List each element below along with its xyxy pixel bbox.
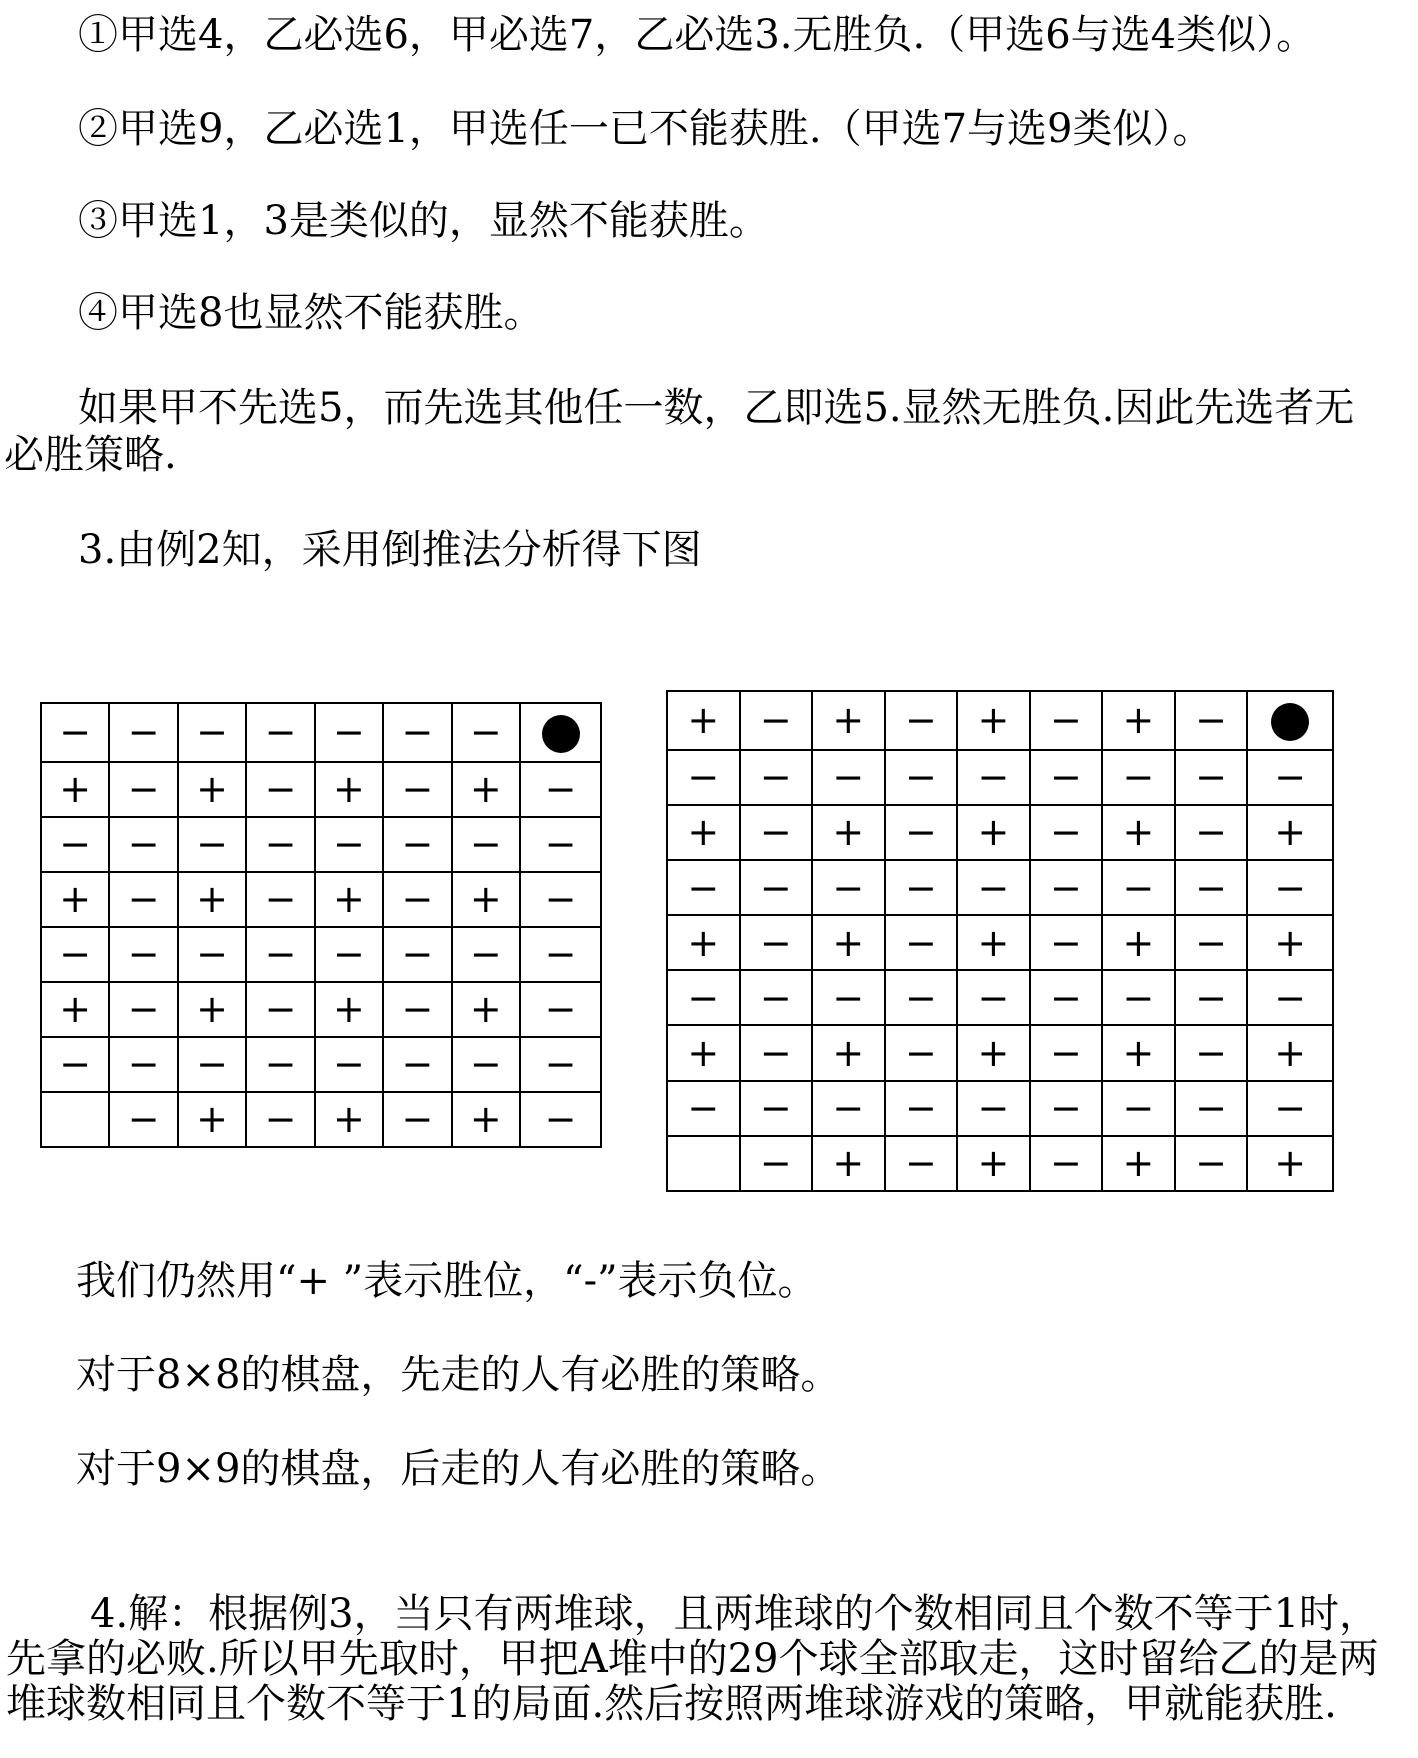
win-cell: + [667,1025,740,1080]
lose-cell: − [178,817,246,872]
board-row [41,817,601,872]
win-cell: + [315,762,383,817]
lose-cell: − [740,1081,813,1136]
paragraph-solution-4-line-2: 先拿的必败.所以甲先取时，甲把A堆中的29个球全部取走，这时留给乙的是两 [6,1636,1379,1682]
win-cell: + [41,982,109,1037]
paragraph-9x9-result: 对于9×9的棋盘，后走的人有必胜的策略。 [76,1446,841,1492]
lose-cell: − [383,982,451,1037]
lose-cell: − [1175,1136,1248,1191]
lose-cell: − [1175,970,1248,1025]
paragraph-case-1: ①甲选4，乙必选6，甲必选7，乙必选3.无胜负.（甲选6与选4类似）。 [78,12,1317,58]
lose-cell: − [178,927,246,982]
lose-cell: − [740,860,813,915]
goal-dot-icon [542,715,580,753]
win-cell: + [1247,805,1333,860]
win-cell: + [1102,691,1175,750]
lose-cell: − [109,817,177,872]
lose-cell: − [383,703,451,762]
lose-cell: − [885,860,958,915]
win-cell: + [1247,915,1333,970]
lose-cell: − [885,1136,958,1191]
lose-cell: − [885,750,958,805]
lose-cell: − [957,750,1030,805]
lose-cell: − [957,1081,1030,1136]
lose-cell: − [520,872,601,927]
board-row [41,703,601,762]
board-row [41,927,601,982]
lose-cell: − [740,915,813,970]
win-cell: + [41,762,109,817]
lose-cell: − [1030,915,1103,970]
lose-cell: − [1247,1081,1333,1136]
lose-cell: − [109,927,177,982]
goal-cell [520,703,601,762]
lose-cell: − [1030,1081,1103,1136]
lose-cell: − [41,927,109,982]
lose-cell: − [109,703,177,762]
lose-cell: − [520,982,601,1037]
win-cell: + [1102,1136,1175,1191]
lose-cell: − [812,970,885,1025]
win-cell: + [41,872,109,927]
board-row [667,970,1333,1025]
lose-cell: − [246,703,314,762]
lose-cell: − [957,860,1030,915]
board-row [667,860,1333,915]
paragraph-conclusion-line-1: 如果甲不先选5，而先选其他任一数，乙即选5.显然无胜负.因此先选者无 [78,385,1355,431]
paragraph-conclusion-line-2: 必胜策略. [4,432,177,478]
lose-cell: − [1175,915,1248,970]
goal-dot-icon [1271,703,1309,741]
board-row [41,872,601,927]
lose-cell: − [520,927,601,982]
lose-cell: − [383,872,451,927]
lose-cell: − [885,805,958,860]
lose-cell: − [315,703,383,762]
win-cell: + [315,1092,383,1147]
lose-cell: − [315,927,383,982]
lose-cell: − [885,915,958,970]
lose-cell: − [1247,750,1333,805]
lose-cell: − [1030,805,1103,860]
win-cell: + [812,1025,885,1080]
win-cell: + [315,982,383,1037]
win-cell: + [957,915,1030,970]
win-cell: + [957,805,1030,860]
lose-cell: − [885,691,958,750]
lose-cell: − [452,1037,520,1092]
paragraph-case-3: ③甲选1，3是类似的，显然不能获胜。 [78,198,769,244]
win-cell: + [957,1136,1030,1191]
lose-cell: − [667,860,740,915]
win-cell: + [957,1025,1030,1080]
board-row [667,1081,1333,1136]
board-row [41,1092,601,1147]
lose-cell: − [315,1037,383,1092]
win-cell: + [812,805,885,860]
paragraph-legend: 我们仍然用“+ ”表示胜位，“-”表示负位。 [76,1258,818,1304]
paragraph-case-4: ④甲选8也显然不能获胜。 [78,290,544,336]
win-cell: + [812,915,885,970]
lose-cell: − [452,927,520,982]
lose-cell: − [109,762,177,817]
start-cell [41,1092,109,1147]
win-cell: + [1102,805,1175,860]
win-cell: + [178,762,246,817]
board-row [667,1025,1333,1080]
lose-cell: − [383,762,451,817]
win-cell: + [667,915,740,970]
lose-cell: − [246,762,314,817]
lose-cell: − [109,1037,177,1092]
win-cell: + [178,982,246,1037]
lose-cell: − [957,970,1030,1025]
lose-cell: − [178,1037,246,1092]
win-cell: + [178,1092,246,1147]
lose-cell: − [1175,860,1248,915]
win-cell: + [315,872,383,927]
paragraph-8x8-result: 对于8×8的棋盘，先走的人有必胜的策略。 [76,1352,841,1398]
lose-cell: − [740,691,813,750]
lose-cell: − [1030,860,1103,915]
win-cell: + [452,982,520,1037]
lose-cell: − [885,1081,958,1136]
lose-cell: − [109,982,177,1037]
win-cell: + [452,762,520,817]
lose-cell: − [740,1025,813,1080]
win-cell: + [1247,1025,1333,1080]
board-9x9 [666,690,1334,1192]
lose-cell: − [1175,805,1248,860]
lose-cell: − [246,1037,314,1092]
lose-cell: − [740,750,813,805]
lose-cell: − [1175,750,1248,805]
lose-cell: − [1102,970,1175,1025]
board-row [667,750,1333,805]
lose-cell: − [1030,1025,1103,1080]
goal-cell [1247,691,1333,750]
win-cell: + [452,872,520,927]
lose-cell: − [1030,691,1103,750]
paragraph-solution-4-line-1: 4.解：根据例3，当只有两堆球，且两堆球的个数相同且个数不等于1时， [90,1591,1380,1637]
paragraph-solution-3: 3.由例2知，采用倒推法分析得下图 [78,527,702,573]
paragraph-case-2: ②甲选9，乙必选1，甲选任一已不能获胜.（甲选7与选9类似）。 [78,106,1213,152]
board-row [667,1136,1333,1191]
lose-cell: − [740,805,813,860]
lose-cell: − [452,703,520,762]
lose-cell: − [667,970,740,1025]
lose-cell: − [885,970,958,1025]
board-row [667,805,1333,860]
lose-cell: − [383,1037,451,1092]
lose-cell: − [109,872,177,927]
lose-cell: − [812,750,885,805]
win-cell: + [812,691,885,750]
win-cell: + [1102,1025,1175,1080]
board-row [667,691,1333,750]
lose-cell: − [1175,691,1248,750]
lose-cell: − [520,1037,601,1092]
lose-cell: − [383,927,451,982]
lose-cell: − [1247,970,1333,1025]
win-cell: + [178,872,246,927]
lose-cell: − [1175,1025,1248,1080]
lose-cell: − [1102,1081,1175,1136]
lose-cell: − [452,817,520,872]
win-cell: + [957,691,1030,750]
start-cell [667,1136,740,1191]
lose-cell: − [812,1081,885,1136]
lose-cell: − [246,872,314,927]
win-cell: + [1247,1136,1333,1191]
lose-cell: − [1030,750,1103,805]
lose-cell: − [246,927,314,982]
lose-cell: − [520,1092,601,1147]
lose-cell: − [41,817,109,872]
lose-cell: − [383,1092,451,1147]
lose-cell: − [1175,1081,1248,1136]
lose-cell: − [1247,860,1333,915]
board-row [41,1037,601,1092]
lose-cell: − [520,762,601,817]
board-row [41,762,601,817]
lose-cell: − [667,750,740,805]
lose-cell: − [315,817,383,872]
win-cell: + [452,1092,520,1147]
lose-cell: − [246,1092,314,1147]
lose-cell: − [1102,860,1175,915]
lose-cell: − [740,970,813,1025]
lose-cell: − [1102,750,1175,805]
lose-cell: − [41,1037,109,1092]
win-cell: + [667,805,740,860]
lose-cell: − [520,817,601,872]
lose-cell: − [885,1025,958,1080]
lose-cell: − [812,860,885,915]
lose-cell: − [41,703,109,762]
lose-cell: − [246,982,314,1037]
paragraph-solution-4-line-3: 堆球数相同且个数不等于1的局面.然后按照两堆球游戏的策略，甲就能获胜. [6,1681,1337,1727]
lose-cell: − [383,817,451,872]
lose-cell: − [667,1081,740,1136]
lose-cell: − [1030,1136,1103,1191]
board-row [667,915,1333,970]
lose-cell: − [1030,970,1103,1025]
board-8x8 [40,702,602,1148]
lose-cell: − [740,1136,813,1191]
lose-cell: − [109,1092,177,1147]
win-cell: + [667,691,740,750]
lose-cell: − [178,703,246,762]
win-cell: + [812,1136,885,1191]
win-cell: + [1102,915,1175,970]
lose-cell: − [246,817,314,872]
board-row [41,982,601,1037]
